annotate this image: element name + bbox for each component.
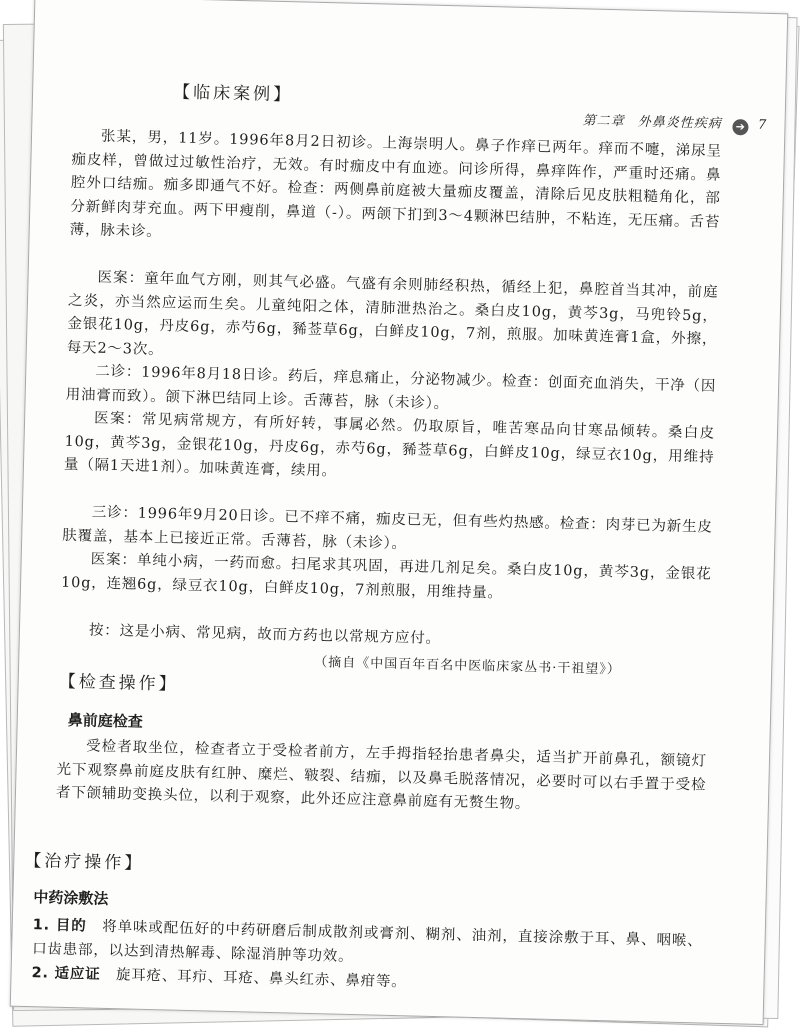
case-paragraph: 医案：常见病常规方，有所好转，事属必然。仍取原旨，唯苦寒品向甘寒品倾转。桑白皮10g，黄芩3g，金银花10g，丹皮6g，赤芍6g，豨莶草6g，白鲜皮10g，绿豆衣10g，用维持量（隔1天进1剂）。加味黄连膏，续用。 bbox=[63, 410, 716, 480]
subheading-treatment: 中药涂敷法 bbox=[33, 888, 109, 909]
chapter-label: 第二章 bbox=[582, 113, 625, 130]
arrow-icon: ➔ bbox=[733, 119, 749, 135]
section-heading-treatment: 【治疗操作】 bbox=[24, 850, 145, 874]
book-page bbox=[10, 0, 789, 1025]
treatment-item-label: 2. 适应证 bbox=[31, 965, 101, 983]
treatment-item-text: 将单味或配伍好的中药研磨后制成散剂或膏剂、糊剂、油剂，直接涂敷于耳、鼻、咽喉、口齿患部，以达到清热解毒、除湿消肿等功效。 bbox=[31, 918, 703, 965]
case-paragraph: 医案：童年血气方刚，则其气必盛。气盛有余则肺经积热，循经上犯，鼻腔首当其冲，前庭之炎，亦当然应运而生矣。儿童纯阳之体，清肺泄热治之。桑白皮10g，黄芩3g，马兜铃5g，金银花10g，丹皮6g，赤芍6g，豨莶草6g，白鲜皮10g，7剂，煎服。加味黄连膏1盒，外擦，每天2～3次。 bbox=[66, 269, 719, 358]
section-heading-exam: 【检查操作】 bbox=[58, 671, 179, 695]
page-number: 7 bbox=[757, 117, 768, 133]
case-paragraph: 张某，男，11岁。1996年8月2日初诊。上海崇明人。鼻子作痒已两年。痒而不嚏，涕尿呈痂皮样，曾做过过敏性治疗，无效。有时痂皮中有血迹。问诊所得，鼻痒阵作，严重时还痛。鼻腔外口结痂。痂多即通气不好。检查：两侧鼻前庭被大量痂皮覆盖，清除后见皮肤粗糙角化，部分新鲜肉芽充血。两下甲瘦削，鼻道（-）。两颌下扪到3～4颗淋巴结肿，不粘连，无压痛。舌苔薄，脉未诊。 bbox=[69, 128, 723, 241]
chapter-title: 外鼻炎性疾病 bbox=[637, 114, 722, 132]
case-paragraph: 按：这是小病、常见病，故而方药也以常规方应付。 bbox=[88, 622, 441, 648]
case-paragraph: 二诊：1996年8月18日诊。药后，痒息痛止，分泌物减少。检查：创面充血消失，干净（因用油膏而致）。颌下淋巴结同上诊。舌薄苔，脉（未诊）。 bbox=[65, 363, 717, 412]
case-paragraph: 三诊：1996年9月20日诊。已不痒不痛，痂皮已无，但有些灼热感。检查：肉芽已为新生皮肤覆盖，基本上已接近正常。舌薄苔，脉（未诊）。 bbox=[62, 504, 713, 552]
treatment-item-label: 1. 目的 bbox=[32, 917, 87, 935]
section-heading-case: 【临床案例】 bbox=[172, 82, 294, 106]
running-header bbox=[582, 109, 782, 136]
citation: （摘自《中国百年百名中医临床家丛书·干祖望》） bbox=[314, 654, 621, 678]
exam-paragraph: 受检者取坐位，检查者立于受检者前方，左手拇指轻抬患者鼻尖，适当扩开前鼻孔，额镜灯光下观察鼻前庭皮肤有红肿、糜烂、皲裂、结痂，以及鼻毛脱落情况，必要时可以右手置于受检者下颌辅助变换头位，以利于观察，此外还应注意鼻前庭有无赘生物。 bbox=[55, 738, 708, 813]
treatment-item-text: 旋耳疮、耳疖、耳疮、鼻头红赤、鼻疳等。 bbox=[115, 967, 407, 991]
case-paragraph: 医案：单纯小病，一药而愈。扫尾求其巩固，再进几剂足矣。桑白皮10g，黄芩3g，金银花10g，连翘6g，绿豆衣10g，白鲜皮10g，7剂煎服，用维持量。 bbox=[60, 551, 712, 602]
subheading-exam: 鼻前庭检查 bbox=[67, 710, 143, 731]
